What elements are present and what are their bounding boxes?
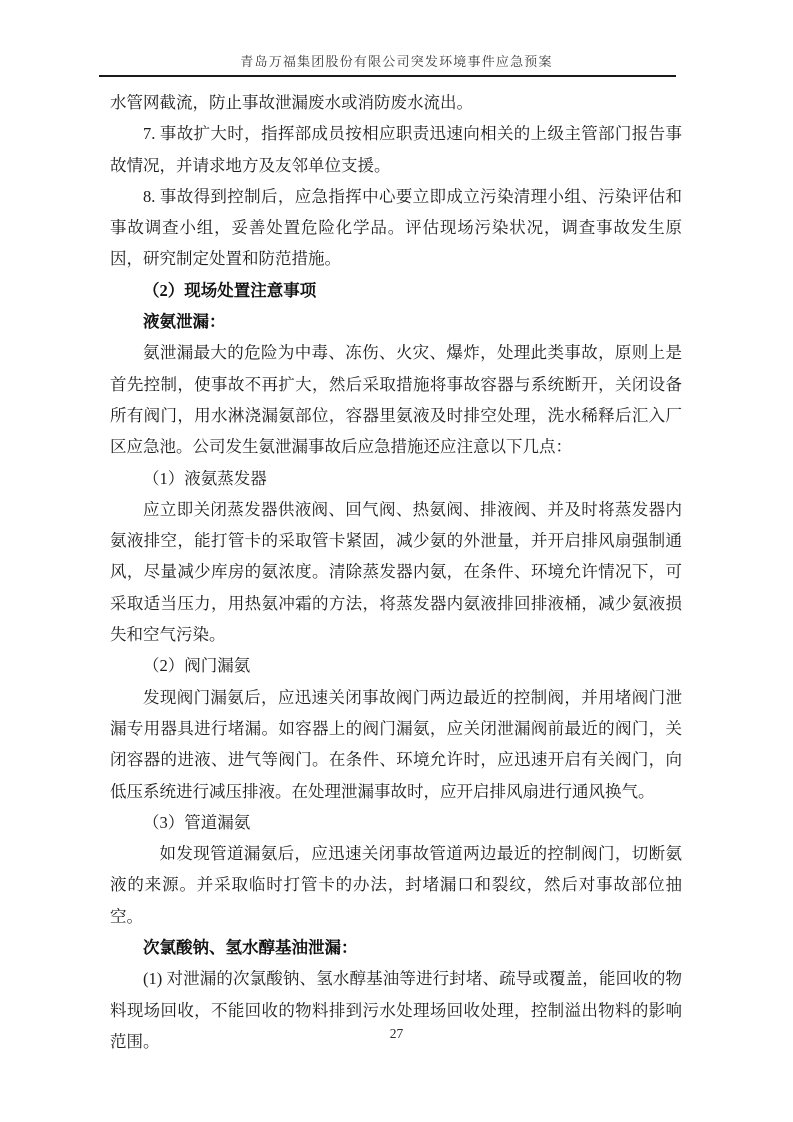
body-paragraph: （3）管道漏氨	[143, 812, 251, 832]
heading-paragraph: （2）现场处置注意事项	[143, 280, 317, 300]
page-number: 27	[389, 1026, 404, 1041]
heading-paragraph: 液氨泄漏：	[143, 312, 226, 332]
body-paragraph: （1）液氨蒸发器	[143, 468, 267, 488]
header-underline-rule	[99, 75, 676, 77]
body-paragraph: 7. 事故扩大时，指挥部成员按相应职责迅速向相关的上级主管部门报告事故情况，并请求地方及友邻单位支援。	[110, 124, 682, 175]
document-header-title: 青岛万福集团股份有限公司突发环境事件应急预案	[240, 54, 553, 69]
body-paragraph: 水管网截流，防止事故泄漏废水或消防废水流出。	[110, 93, 473, 112]
body-paragraph: （2）阀门漏氨	[143, 656, 251, 676]
body-paragraph: 应立即关闭蒸发器供液阀、回气阀、热氨阀、排液阀、并及时将蒸发器内氨液排空，能打管卡的采取管卡紧固，减少氨的外泄量，并开启排风扇强制通风，尽量减少库房的氨浓度。清除蒸发器内氨，在条件、环境允许情况下，可采取适当压力，用热氨冲霜的方法，将蒸发器内氨液排回排液桶，减少氨液损失和空气污染。	[110, 499, 682, 645]
document-body	[110, 87, 682, 1057]
body-paragraph: (1) 对泄漏的次氯酸钠、氢水醇基油等进行封堵、疏导或覆盖，能回收的物料现场回收，不能回收的物料排到污水处理场回收处理，控制溢出物料的影响范围。	[110, 969, 682, 1051]
body-paragraph: 氨泄漏最大的危险为中毒、冻伤、火灾、爆炸，处理此类事故，原则上是首先控制，使事故不再扩大，然后采取措施将事故容器与系统断开，关闭设备所有阀门，用水淋浇漏氨部位，容器里氨液及时排空处理，洗水稀释后汇入厂区应急池。公司发生氨泄漏事故后应急措施还应注意以下几点：	[110, 343, 682, 457]
body-paragraph: 8. 事故得到控制后，应急指挥中心要立即成立污染清理小组、污染评估和事故调查小组，妥善处置危险化学品。评估现场污染状况，调查事故发生原因，研究制定处置和防范措施。	[110, 186, 682, 269]
body-paragraph: 发现阀门漏氨后，应迅速关闭事故阀门两边最近的控制阀，并用堵阀门泄漏专用器具进行堵漏。如容器上的阀门漏氨，应关闭泄漏阀前最近的阀门，关闭容器的进液、进气等阀门。在条件、环境允许时，应迅速开启有关阀门，向低压系统进行减压排液。在处理泄漏事故时，应开启排风扇进行通风换气。	[110, 687, 682, 801]
heading-paragraph: 次氯酸钠、氢水醇基油泄漏：	[143, 938, 358, 958]
body-paragraph: 如发现管道漏氨后，应迅速关闭事故管道两边最近的控制阀门，切断氨液的来源。并采取临时打管卡的办法，封堵漏口和裂纹，然后对事故部位抽空。	[110, 844, 682, 926]
